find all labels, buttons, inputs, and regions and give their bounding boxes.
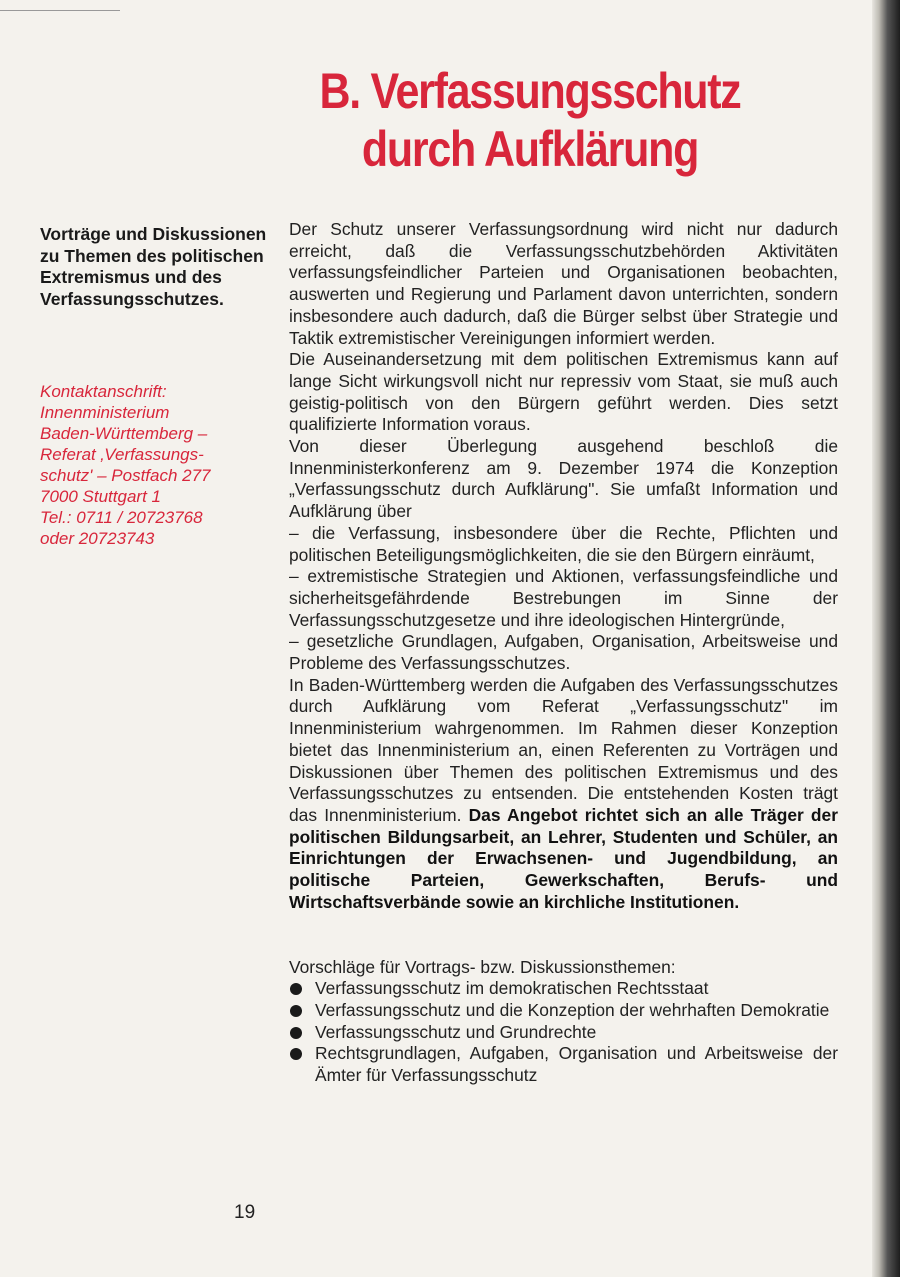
contact-line: 7000 Stuttgart 1 — [40, 487, 161, 506]
dash-item-basics: – gesetzliche Grundlagen, Aufgaben, Organisation, Arbeitsweise und Probleme des Verfassungsschutzes. — [289, 631, 838, 674]
contact-line: schutz' – Postfach 277 — [40, 466, 211, 485]
contact-address — [40, 381, 270, 549]
dash-item-constitution: – die Verfassung, insbesondere über die Rechte, Pflichten und politischen Beteiligungsmöglichkeiten, die sie den Bürgern einräumt, — [289, 522, 838, 565]
contact-line: Tel.: 0711 / 20723768 — [40, 508, 203, 527]
theme-text: Rechtsgrundlagen, Aufgaben, Organisation und Arbeitsweise der Ämter für Verfassungsschutz — [315, 1043, 838, 1086]
bullet-icon — [290, 983, 302, 995]
list-item — [289, 1000, 838, 1022]
contact-line: Baden-Württemberg – — [40, 424, 208, 443]
body-text — [289, 219, 838, 1087]
bullet-icon — [290, 1048, 302, 1060]
dash-item-strategies: – extremistische Strategien und Aktionen, verfassungsfeindliche und sicherheitsgefährdende Bestrebungen im Sinne der Verfassungsschutzgesetze und ihre ideologischen Hintergründe, — [289, 566, 838, 630]
book-spine-shadow — [872, 0, 900, 1277]
page-number: 19 — [234, 1202, 256, 1223]
contact-line: oder 20723743 — [40, 529, 155, 548]
page-title — [272, 62, 788, 178]
theme-text: Verfassungsschutz im demokratischen Rechtsstaat — [315, 978, 709, 999]
list-item — [289, 1022, 838, 1044]
title-line-2: durch Aufklärung — [361, 121, 699, 177]
list-item — [289, 978, 838, 1000]
contact-line: Innenministerium — [40, 403, 170, 422]
theme-text: Verfassungsschutz und die Konzeption der wehrhaften Demokratie — [315, 999, 830, 1020]
bullet-icon — [290, 1027, 302, 1039]
side-heading: Vorträge und Diskussionen zu Themen des politischen Extremismus und des Verfassungsschutzes. — [40, 224, 267, 309]
offer-text: In Baden-Württemberg werden die Aufgaben des Verfassungsschutzes durch Aufklärung vom Referat „Verfassungsschutz" im Innenministerium wahrgenommen. Im Rahmen dieser Konzeption bietet das Innenministerium an, einen Referenten zu Vorträgen und Diskussionen über Themen des politischen Extremismus und des Verfassungsschutzes zu entsenden. Die entstehenden Kosten trägt das Innenministerium. — [289, 674, 838, 825]
theme-text: Verfassungsschutz und Grundrechte — [315, 1021, 597, 1042]
spacer — [289, 914, 838, 957]
top-rule — [0, 10, 120, 11]
bullet-icon — [290, 1005, 302, 1017]
offer-audience: Das Angebot richtet sich an alle Träger der politischen Bildungsarbeit, an Lehrer, Studenten und Schüler, an Einrichtungen der Erwachsenen- und Jugendbildung, an politische Parteien, Gewerkschaften, Berufs- und Wirtschaftsverbände sowie an kirchliche Institutionen. — [289, 804, 838, 912]
paragraph-conference: Von dieser Überlegung ausgehend beschloß die Innenministerkonferenz am 9. Dezember 1974 die Konzeption „Verfassungsschutz durch Aufklärung". Sie umfaßt Information und Aufklärung über — [289, 436, 838, 522]
contact-line: Referat ‚Verfassungs- — [40, 445, 204, 464]
title-line-1: B. Verfassungsschutz — [319, 63, 741, 119]
paragraph-extremism: Die Auseinandersetzung mit dem politischen Extremismus kann auf lange Sicht wirkungsvoll nicht nur repressiv vom Staat, sie muß auch geistig-politisch von den Bürgern geführt werden. Dies setzt qualifizierte Information voraus. — [289, 349, 838, 435]
themes-list — [289, 978, 838, 1087]
contact-line: Kontaktanschrift: — [40, 382, 167, 401]
list-item — [289, 1043, 838, 1086]
themes-intro: Vorschläge für Vortrags- bzw. Diskussionsthemen: — [289, 956, 676, 977]
paragraph-offer — [289, 675, 838, 914]
paragraph-intro: Der Schutz unserer Verfassungsordnung wird nicht nur dadurch erreicht, daß die Verfassungsschutzbehörden Aktivitäten verfassungsfeindlicher Parteien und Organisationen beobachten, auswerten und Regierung und Parlament davon unterrichten, sondern insbesondere auch dadurch, daß die Bürger selbst über Strategie und Taktik extremistischer Vereinigungen informiert werden. — [289, 219, 838, 348]
